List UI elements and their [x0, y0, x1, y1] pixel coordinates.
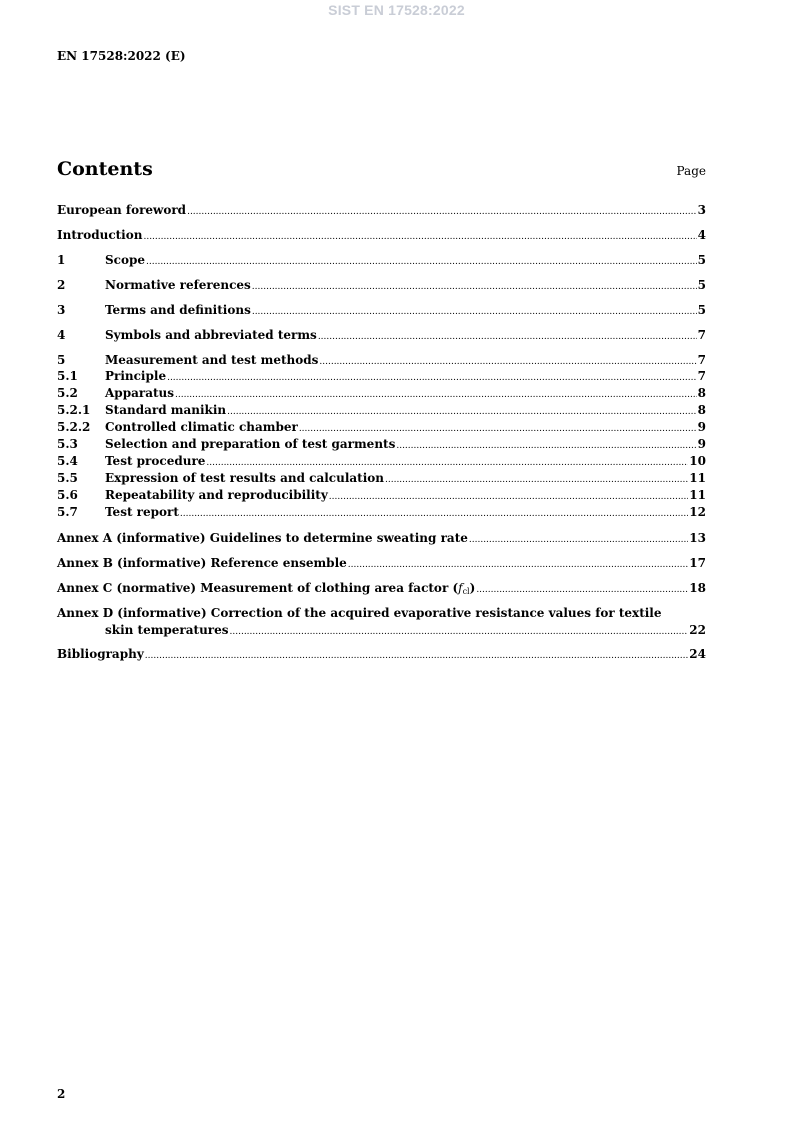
toc-entry-page: 22	[689, 623, 706, 637]
toc-entry-title: Standard manikin	[105, 403, 227, 417]
toc-entry-title: Bibliography	[57, 647, 144, 661]
toc-entry-number: 5.6	[57, 488, 78, 502]
toc-entry-page: 7	[697, 328, 706, 342]
leader-dots	[145, 648, 689, 664]
toc-entry-page: 10	[689, 454, 706, 468]
leader-dots	[476, 582, 688, 598]
toc-entry-number: 3	[57, 303, 66, 317]
toc-entry-title: Measurement and test methods	[105, 353, 319, 367]
toc-entry-bibliography[interactable]	[57, 646, 706, 662]
leader-dots	[252, 279, 697, 295]
toc-entry-title: Normative references	[105, 278, 251, 292]
toc-entry-title: Symbols and abbreviated terms	[105, 328, 317, 342]
page-number: 2	[57, 1087, 66, 1101]
toc-entry-title: Annex A (informative) Guidelines to determine sweating rate	[57, 531, 468, 545]
contents-header	[57, 158, 706, 182]
toc-entry-title-continued: skin temperatures	[105, 623, 229, 637]
leader-dots	[143, 229, 696, 245]
toc-entry-annex-a[interactable]	[57, 530, 706, 546]
toc-entry-title: Principle	[105, 369, 167, 383]
toc-entry-number: 5.1	[57, 369, 78, 383]
toc-entry-page: 9	[697, 437, 706, 451]
toc-entry-page: 13	[689, 531, 706, 545]
toc-entry-number: 5.3	[57, 437, 78, 451]
variable-symbol: f	[458, 581, 463, 595]
toc-entry-climatic-chamber[interactable]	[57, 419, 706, 436]
toc-entry-standard-manikin[interactable]	[57, 402, 706, 419]
toc-entry-page: 11	[689, 488, 706, 502]
toc-entry-page: 5	[697, 253, 706, 267]
toc-entry-annex-c[interactable]	[57, 580, 706, 596]
toc-entry-title: Expression of test results and calculation	[105, 471, 384, 485]
toc-entry-title: Test report	[105, 505, 179, 519]
toc-entry-terms-and-definitions[interactable]	[57, 302, 706, 318]
toc-entry-page: 5	[697, 303, 706, 317]
toc-entry-annex-b[interactable]	[57, 555, 706, 571]
page-column-label: Page	[676, 164, 706, 178]
toc-entry-number: 2	[57, 278, 66, 292]
toc-entry-number: 4	[57, 328, 66, 342]
leader-dots	[230, 624, 689, 641]
toc-entry-number: 5.2	[57, 386, 78, 400]
toc-entry-european-foreword[interactable]	[57, 202, 706, 218]
toc-entry-title: Introduction	[57, 228, 143, 242]
toc-entry-page: 17	[689, 556, 706, 570]
toc-entry-title: Test procedure	[105, 454, 206, 468]
toc-entry-number: 5.5	[57, 471, 78, 485]
toc-entry-annex-d[interactable]	[57, 605, 706, 639]
toc-entry-title: Terms and definitions	[105, 303, 251, 317]
toc-entry-title: European foreword	[57, 203, 187, 217]
toc-entry-test-garments[interactable]	[57, 436, 706, 453]
toc-entry-title: Apparatus	[105, 386, 174, 400]
toc-entry-title: Annex D (informative) Correction of the acquired evaporative resistance values for textile	[57, 606, 662, 620]
toc-entry-number: 1	[57, 253, 66, 267]
toc-entry-apparatus[interactable]	[57, 385, 706, 402]
toc-entry-normative-references[interactable]	[57, 277, 706, 293]
toc-entry-page: 18	[689, 581, 706, 595]
toc-entry-symbols[interactable]	[57, 327, 706, 343]
toc-entry-page: 11	[689, 471, 706, 485]
toc-entry-test-results[interactable]	[57, 470, 706, 487]
toc-entry-page: 4	[697, 228, 706, 242]
toc-entry-page: 12	[689, 505, 706, 519]
toc-entry-page: 3	[697, 203, 706, 217]
toc-entry-title: Annex B (informative) Reference ensemble	[57, 556, 347, 570]
toc-entry-page: 8	[697, 386, 706, 400]
watermark: SIST EN 17528:2022	[328, 2, 465, 18]
variable-subscript: cl	[462, 587, 470, 596]
toc-entry-measurement-and-test-methods[interactable]	[57, 352, 706, 368]
toc-entry-test-procedure[interactable]	[57, 453, 706, 470]
document-id: EN 17528:2022 (E)	[57, 49, 186, 63]
toc-entry-title: Selection and preparation of test garments	[105, 437, 396, 451]
toc-entry-number: 5.2.2	[57, 420, 91, 434]
toc-entry-number: 5	[57, 353, 66, 367]
toc-entry-title: Controlled climatic chamber	[105, 420, 298, 434]
toc-entry-title: Scope	[105, 253, 146, 267]
toc-entry-introduction[interactable]	[57, 227, 706, 243]
toc-entry-title: Repeatability and reproducibility	[105, 488, 328, 502]
toc-entry-test-report[interactable]	[57, 504, 706, 521]
toc-entry-scope[interactable]	[57, 252, 706, 268]
toc-entry-page: 24	[689, 647, 706, 661]
leader-dots	[252, 304, 697, 320]
toc-entry-page: 8	[697, 403, 706, 417]
toc-entry-page: 9	[697, 420, 706, 434]
toc-entry-number: 5.7	[57, 505, 78, 519]
leader-dots	[469, 532, 688, 548]
toc-entry-principle[interactable]	[57, 368, 706, 385]
toc-entry-number: 5.2.1	[57, 403, 91, 417]
toc-entry-page: 5	[697, 278, 706, 292]
leader-dots	[318, 329, 697, 345]
toc-entry-title-end: )	[469, 581, 476, 595]
table-of-contents	[57, 202, 706, 662]
leader-dots	[187, 204, 697, 220]
toc-entry-page: 7	[697, 353, 706, 367]
toc-entry-page: 7	[697, 369, 706, 383]
contents-title: Contents	[57, 158, 153, 180]
toc-entry-number: 5.4	[57, 454, 78, 468]
leader-dots	[348, 557, 689, 573]
toc-entry-title: Annex C (normative) Measurement of clothing area factor (	[57, 581, 459, 595]
leader-dots	[180, 506, 688, 523]
leader-dots	[146, 254, 697, 270]
toc-entry-repeatability[interactable]	[57, 487, 706, 504]
toc-entry-title-group	[57, 580, 475, 598]
